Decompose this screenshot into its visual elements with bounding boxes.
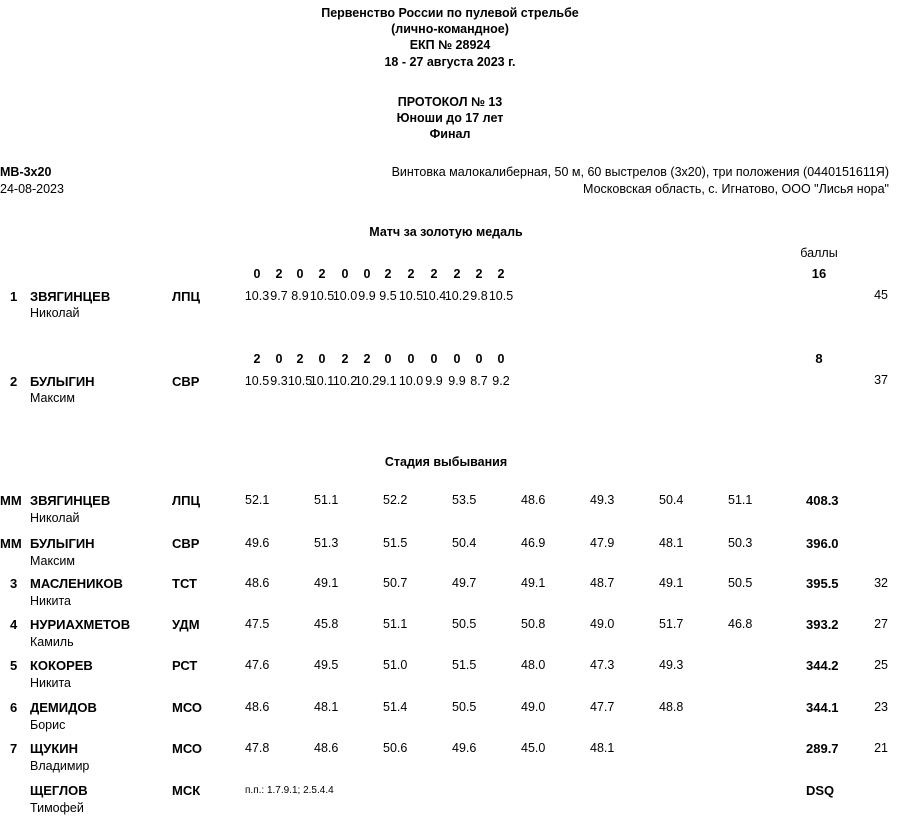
row-team: МСО xyxy=(172,700,203,715)
series-value: 51.1 xyxy=(383,617,408,631)
series-value: 45.8 xyxy=(314,617,339,631)
shot-value: 9.2 xyxy=(492,374,510,388)
row-surname: БУЛЫГИН xyxy=(30,536,95,551)
row-score: 23 xyxy=(874,700,888,714)
row-total: 344.2 xyxy=(806,658,839,673)
series-value: 47.6 xyxy=(245,658,270,672)
gold-match-title: Матч за золотую медаль xyxy=(369,225,523,239)
series-value: 49.1 xyxy=(314,576,339,590)
shot-value: 9.1 xyxy=(379,374,397,388)
shot-value: 10.0 xyxy=(332,289,358,303)
series-value: 50.5 xyxy=(728,576,753,590)
series-value: 51.1 xyxy=(314,493,339,507)
series-value: 51.0 xyxy=(383,658,408,672)
shot-point: 0 xyxy=(407,352,415,366)
series-value: 47.9 xyxy=(590,536,615,550)
event-location: Московская область, с. Игнатово, ООО "Лисья нора" xyxy=(583,182,889,196)
shot-value: 9.3 xyxy=(270,374,288,388)
series-value: 49.3 xyxy=(590,493,615,507)
row-name: Владимир xyxy=(30,759,90,773)
header-line: ЕКП № 28924 xyxy=(409,38,491,52)
series-value: 50.3 xyxy=(728,536,753,550)
athlete-name: Николай xyxy=(30,306,80,320)
shot-point: 2 xyxy=(275,267,283,281)
shot-value: 10.5 xyxy=(287,374,313,388)
shot-value: 9.5 xyxy=(379,289,397,303)
row-rank: 6 xyxy=(10,700,18,715)
row-total: 344.1 xyxy=(806,700,839,715)
row-surname: НУРИАХМЕТОВ xyxy=(30,617,131,632)
athlete-surname: ЗВЯГИНЦЕВ xyxy=(30,289,111,304)
row-surname: ЗВЯГИНЦЕВ xyxy=(30,493,111,508)
row-total: 393.2 xyxy=(806,617,839,632)
row-name: Камиль xyxy=(30,635,74,649)
shot-point: 2 xyxy=(296,352,304,366)
shot-point: 2 xyxy=(430,267,438,281)
shot-value: 10.2 xyxy=(444,289,470,303)
row-name: Никита xyxy=(30,676,71,690)
row-total: 396.0 xyxy=(806,536,839,551)
series-value: 46.9 xyxy=(521,536,546,550)
shot-value: 10.3 xyxy=(244,289,270,303)
row-team: СВР xyxy=(172,536,200,551)
row-total: 408.3 xyxy=(806,493,839,508)
series-value: 50.7 xyxy=(383,576,408,590)
row-surname: МАСЛЕНИКОВ xyxy=(30,576,123,591)
shot-point: 0 xyxy=(453,352,461,366)
row-name: Тимофей xyxy=(30,801,84,815)
shot-value: 9.7 xyxy=(270,289,288,303)
shot-value: 9.9 xyxy=(425,374,443,388)
series-value: 49.3 xyxy=(659,658,684,672)
series-value: 50.5 xyxy=(452,700,477,714)
series-value: 47.3 xyxy=(590,658,615,672)
row-name: Никита xyxy=(30,594,71,608)
shot-value: 10.5 xyxy=(488,289,514,303)
series-value: 47.5 xyxy=(245,617,270,631)
row-rank: 4 xyxy=(10,617,18,632)
shot-value: 10.5 xyxy=(309,289,335,303)
athlete-team: ЛПЦ xyxy=(172,289,200,304)
shot-value: 10.4 xyxy=(421,289,447,303)
shot-value: 10.0 xyxy=(398,374,424,388)
header-line: Первенство России по пулевой стрельбе xyxy=(321,6,579,20)
row-team: МСО xyxy=(172,741,203,756)
event-description: Винтовка малокалиберная, 50 м, 60 выстрелов (3x20), три положения (0440151611Я) xyxy=(391,165,889,179)
row-score: 32 xyxy=(874,576,888,590)
shot-point: 2 xyxy=(253,352,261,366)
row-rank: ММ xyxy=(0,493,22,508)
row-rank: 7 xyxy=(10,741,18,756)
row-total: 395.5 xyxy=(806,576,839,591)
header-line: ПРОТОКОЛ № 13 xyxy=(397,95,503,109)
total-points: 16 xyxy=(811,266,827,281)
series-value: 52.2 xyxy=(383,493,408,507)
series-value: 48.0 xyxy=(521,658,546,672)
shot-point: 0 xyxy=(430,352,438,366)
athlete-name: Максим xyxy=(30,391,75,405)
shot-point: 0 xyxy=(497,352,505,366)
series-value: 49.1 xyxy=(659,576,684,590)
row-team: МСК xyxy=(172,783,201,798)
shot-point: 2 xyxy=(475,267,483,281)
row-name: Борис xyxy=(30,718,66,732)
row-team: УДМ xyxy=(172,617,200,632)
shot-value: 10.2 xyxy=(354,374,380,388)
shot-value: 10.1 xyxy=(309,374,335,388)
series-value: 48.6 xyxy=(314,741,339,755)
row-note: п.п.: 1.7.9.1; 2.5.4.4 xyxy=(245,785,334,796)
series-value: 47.8 xyxy=(245,741,270,755)
series-value: 48.1 xyxy=(590,741,615,755)
shot-point: 0 xyxy=(363,267,371,281)
row-score: 25 xyxy=(874,658,888,672)
shot-point: 2 xyxy=(384,267,392,281)
series-value: 51.4 xyxy=(383,700,408,714)
header-line: Юноши до 17 лет xyxy=(396,111,504,125)
event-code: МВ-3x20 xyxy=(0,165,52,179)
series-value: 51.7 xyxy=(659,617,684,631)
shot-point: 0 xyxy=(253,267,261,281)
row-surname: КОКОРЕВ xyxy=(30,658,93,673)
shot-value: 10.5 xyxy=(398,289,424,303)
row-surname: ЩЕГЛОВ xyxy=(30,783,88,798)
shot-value: 9.9 xyxy=(358,289,376,303)
row-team: ТСТ xyxy=(172,576,197,591)
row-rank: 5 xyxy=(10,658,18,673)
shot-point: 0 xyxy=(318,352,326,366)
row-team: ЛПЦ xyxy=(172,493,200,508)
row-score: 27 xyxy=(874,617,888,631)
row-name: Николай xyxy=(30,511,80,525)
series-value: 49.1 xyxy=(521,576,546,590)
series-value: 47.7 xyxy=(590,700,615,714)
series-value: 51.3 xyxy=(314,536,339,550)
series-value: 48.6 xyxy=(245,576,270,590)
athlete-surname: БУЛЫГИН xyxy=(30,374,95,389)
shot-value: 9.8 xyxy=(470,289,488,303)
shot-point: 2 xyxy=(363,352,371,366)
series-value: 48.1 xyxy=(659,536,684,550)
series-value: 48.7 xyxy=(590,576,615,590)
series-value: 49.6 xyxy=(452,741,477,755)
shot-point: 2 xyxy=(453,267,461,281)
header-line: (лично-командное) xyxy=(391,22,509,36)
row-total: 289.7 xyxy=(806,741,839,756)
series-value: 48.1 xyxy=(314,700,339,714)
athlete-score: 37 xyxy=(874,373,888,387)
row-name: Максим xyxy=(30,554,75,568)
header-line: Финал xyxy=(429,127,471,141)
series-value: 49.5 xyxy=(314,658,339,672)
series-value: 51.5 xyxy=(383,536,408,550)
shot-point: 0 xyxy=(341,267,349,281)
series-value: 52.1 xyxy=(245,493,270,507)
series-value: 51.5 xyxy=(452,658,477,672)
athlete-rank: 2 xyxy=(10,374,18,389)
row-rank: 3 xyxy=(10,576,18,591)
shot-point: 2 xyxy=(497,267,505,281)
elimination-title: Стадия выбывания xyxy=(384,455,508,469)
series-value: 49.7 xyxy=(452,576,477,590)
series-value: 50.4 xyxy=(659,493,684,507)
series-value: 50.5 xyxy=(452,617,477,631)
series-value: 48.6 xyxy=(245,700,270,714)
series-value: 49.0 xyxy=(590,617,615,631)
series-value: 49.6 xyxy=(245,536,270,550)
row-rank: ММ xyxy=(0,536,22,551)
row-surname: ДЕМИДОВ xyxy=(30,700,97,715)
shot-point: 2 xyxy=(318,267,326,281)
shot-point: 2 xyxy=(341,352,349,366)
shot-point: 0 xyxy=(384,352,392,366)
shot-point: 0 xyxy=(475,352,483,366)
points-header: баллы xyxy=(800,246,838,260)
series-value: 48.6 xyxy=(521,493,546,507)
row-total: DSQ xyxy=(806,783,835,798)
series-value: 50.4 xyxy=(452,536,477,550)
shot-point: 0 xyxy=(275,352,283,366)
shot-value: 8.7 xyxy=(470,374,488,388)
shot-point: 2 xyxy=(407,267,415,281)
series-value: 46.8 xyxy=(728,617,753,631)
header-line: 18 - 27 августа 2023 г. xyxy=(384,55,516,69)
series-value: 49.0 xyxy=(521,700,546,714)
event-date: 24-08-2023 xyxy=(0,182,64,196)
series-value: 50.6 xyxy=(383,741,408,755)
series-value: 50.8 xyxy=(521,617,546,631)
total-points: 8 xyxy=(815,351,823,366)
shot-value: 10.5 xyxy=(244,374,270,388)
shot-value: 9.9 xyxy=(448,374,466,388)
series-value: 45.0 xyxy=(521,741,546,755)
series-value: 51.1 xyxy=(728,493,753,507)
row-team: РСТ xyxy=(172,658,198,673)
athlete-rank: 1 xyxy=(10,289,18,304)
athlete-score: 45 xyxy=(874,288,888,302)
shot-value: 8.9 xyxy=(291,289,309,303)
shot-point: 0 xyxy=(296,267,304,281)
row-surname: ЩУКИН xyxy=(30,741,79,756)
row-score: 21 xyxy=(874,741,888,755)
series-value: 53.5 xyxy=(452,493,477,507)
athlete-team: СВР xyxy=(172,374,200,389)
shot-value: 10.2 xyxy=(332,374,358,388)
series-value: 48.8 xyxy=(659,700,684,714)
